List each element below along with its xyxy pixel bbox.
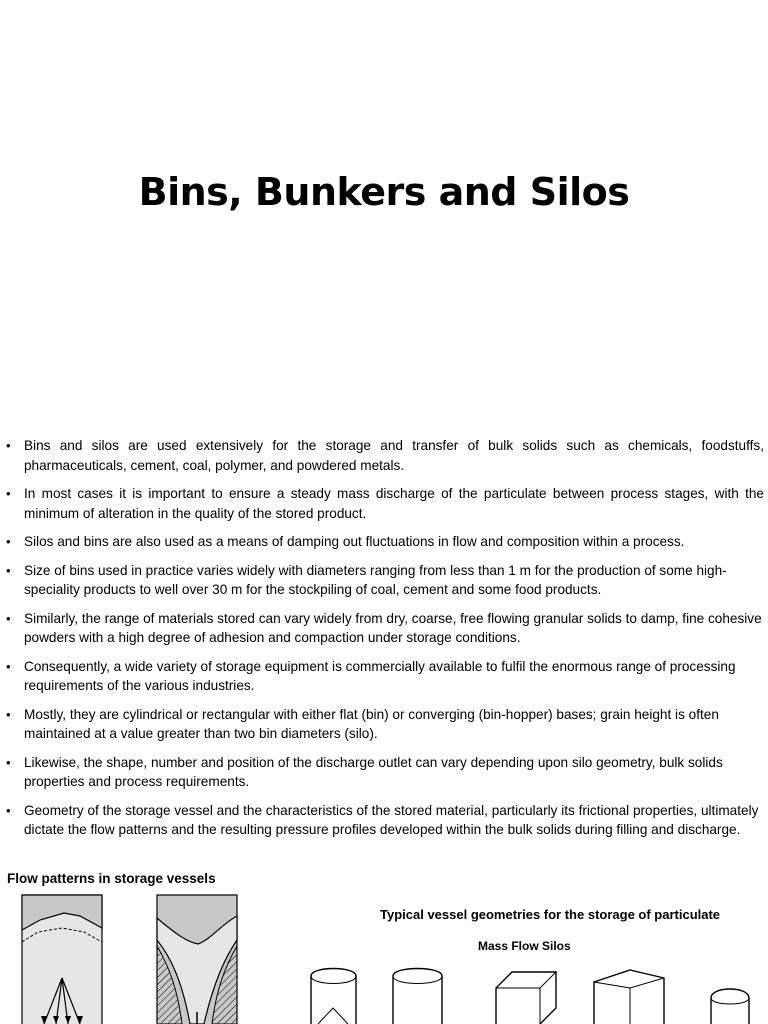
bullet-text: Bins and silos are used extensively for the storage and transfer of bulk solids such as chemicals, foodstuffs, pharmaceuticals, cement, coal, polymer, and powdered metals.: [24, 438, 764, 473]
bullet-text: Mostly, they are cylindrical or rectangular with either flat (bin) or converging (bin-hopper) bases; grain height is often maintained at a value greater than two bin diameters (silo).: [24, 706, 719, 741]
bullet-item: [6, 484, 764, 523]
mass-flow-silos-heading: Mass Flow Silos: [478, 939, 571, 953]
bullet-item: [6, 609, 764, 648]
bullet-text: Likewise, the shape, number and position of the discharge outlet can vary depending upon silo geometry, bulk solids properties and process requirements.: [24, 754, 723, 789]
mass-flow-silo-shapes: [311, 969, 749, 1024]
bullet-item: [6, 532, 764, 552]
bullet-marker: •: [6, 438, 11, 453]
bullet-marker: •: [6, 802, 11, 818]
funnel-flow-pattern-diagram: [157, 895, 237, 1024]
bullet-item: [6, 753, 764, 792]
bullet-item: [6, 801, 764, 840]
bullet-marker: •: [6, 610, 11, 626]
vessel-figures: [0, 880, 768, 1024]
bullet-text: Geometry of the storage vessel and the characteristics of the stored material, particularly its frictional properties, ultimately dictate the flow patterns and the resulting pressure profiles developed within the bulk solids during filling and discharge.: [24, 802, 759, 837]
mass-flow-pattern-diagram: [22, 895, 102, 1024]
bullet-marker: •: [6, 486, 11, 501]
bullet-marker: •: [6, 658, 11, 674]
bullet-marker: •: [6, 534, 11, 549]
bullet-item: [6, 561, 764, 600]
bullet-text: Size of bins used in practice varies widely with diameters ranging from less than 1 m for the production of some high-speciality products to well over 30 m for the stockpiling of coal, cement and some food products.: [24, 562, 727, 597]
bullet-text: Silos and bins are also used as a means of damping out fluctuations in flow and composition within a process.: [24, 534, 685, 549]
bullet-text: In most cases it is important to ensure a steady mass discharge of the particulate between process stages, with the minimum of alteration in the quality of the stored product.: [24, 486, 764, 521]
bullet-marker: •: [6, 562, 11, 578]
bullet-item: [6, 657, 764, 696]
vessel-geometries-heading: Typical vessel geometries for the storage of particulate: [380, 907, 721, 922]
slide-title: Bins, Bunkers and Silos: [138, 170, 630, 214]
bullet-marker: •: [6, 706, 11, 722]
bullet-text: Similarly, the range of materials stored can vary widely from dry, coarse, free flowing granular solids to damp, fine cohesive powders with a high degree of adhesion and compaction under storage conditions.: [24, 610, 762, 645]
bullet-marker: •: [6, 754, 11, 770]
bullet-list: [6, 436, 764, 849]
bullet-item: [6, 436, 764, 475]
bullet-item: [6, 705, 764, 744]
flow-patterns-heading: Flow patterns in storage vessels: [7, 871, 216, 886]
bullet-text: Consequently, a wide variety of storage equipment is commercially available to fulfil the enormous range of processing requirements of the various industries.: [24, 658, 736, 693]
